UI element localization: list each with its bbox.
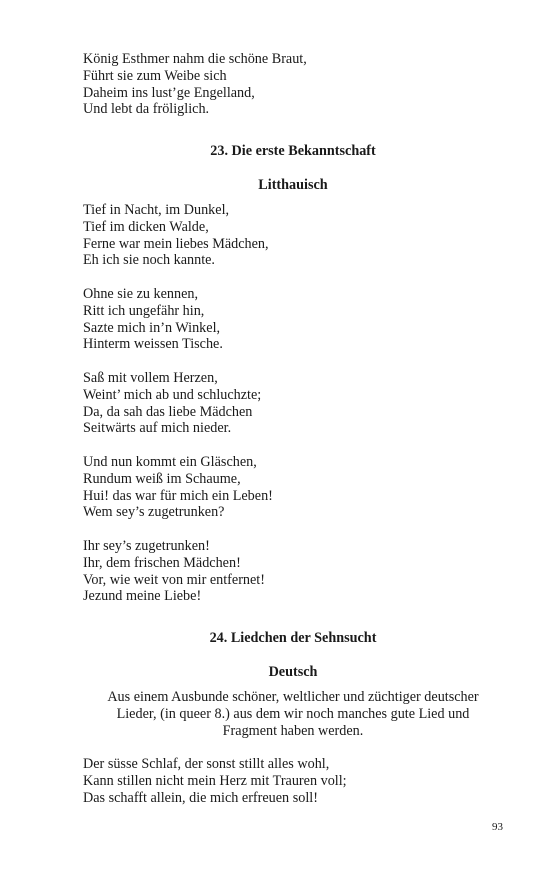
verse-line: Sazte mich in’n Winkel,: [83, 319, 221, 336]
song23-stanza-3: [83, 370, 483, 437]
verse-line: Weint’ mich ab und schluchzte;: [83, 386, 262, 403]
verse-line: Ritt ich ungefähr hin,: [83, 302, 205, 319]
verse-line: Ihr, dem frischen Mädchen!: [83, 554, 241, 571]
verse-line: Rundum weiß im Schaume,: [83, 470, 241, 487]
verse-line: Wem sey’s zugetrunken?: [83, 504, 225, 521]
verse-line: Seitwärts auf mich nieder.: [83, 420, 232, 437]
verse-line: Vor, wie weit von mir entfernet!: [83, 571, 265, 588]
verse-line: Das schafft allein, die mich erfreuen soll!: [83, 789, 318, 806]
verse-line: Der süsse Schlaf, der sonst stillt alles wohl,: [83, 756, 330, 772]
page-number: 93: [492, 821, 503, 833]
song23-stanza-4: [83, 454, 483, 521]
verse-line: Jezund meine Liebe!: [83, 588, 202, 605]
song24-subtitle: Deutsch: [268, 664, 318, 680]
verse-line: Und nun kommt ein Gläschen,: [83, 454, 257, 470]
verse-line: Da, da sah das liebe Mädchen: [83, 403, 253, 420]
song23-title: 23. Die erste Bekanntschaft: [210, 143, 376, 159]
verse-line: Und lebt da fröliglich.: [83, 101, 210, 118]
verse-line: Hinterm weissen Tische.: [83, 336, 223, 353]
verse-line: Saß mit vollem Herzen,: [83, 370, 218, 386]
song23-stanza-2: [83, 286, 483, 353]
song24-stanza-1: [83, 756, 483, 806]
song24-title: 24. Liedchen der Sehnsucht: [209, 630, 377, 646]
song23-stanza-5: [83, 538, 483, 605]
stanza-intro: [83, 51, 483, 118]
song23-subtitle: Litthauisch: [258, 177, 328, 193]
song24-source-note: [83, 689, 503, 739]
note-line: Fragment haben werden.: [222, 722, 364, 739]
verse-line: Daheim ins lust’ge Engelland,: [83, 84, 255, 101]
song23-stanza-1: [83, 202, 483, 269]
verse-line: Hui! das war für mich ein Leben!: [83, 487, 273, 504]
verse-line: Eh ich sie noch kannte.: [83, 252, 215, 269]
verse-line: Ihr sey’s zugetrunken!: [83, 538, 210, 554]
verse-line: Tief im dicken Walde,: [83, 218, 209, 235]
verse-line: Tief in Nacht, im Dunkel,: [83, 202, 230, 218]
verse-line: Führt sie zum Weibe sich: [83, 67, 227, 84]
note-line: Aus einem Ausbunde schöner, weltlicher und züchtiger deutscher: [107, 689, 479, 705]
verse-line: Kann stillen nicht mein Herz mit Trauren voll;: [83, 772, 347, 789]
verse-line: Ferne war mein liebes Mädchen,: [83, 235, 269, 252]
note-line: Lieder, (in queer 8.) aus dem wir noch manches gute Lied und: [116, 705, 470, 722]
verse-line: Ohne sie zu kennen,: [83, 286, 199, 302]
verse-line: König Esthmer nahm die schöne Braut,: [83, 51, 307, 67]
